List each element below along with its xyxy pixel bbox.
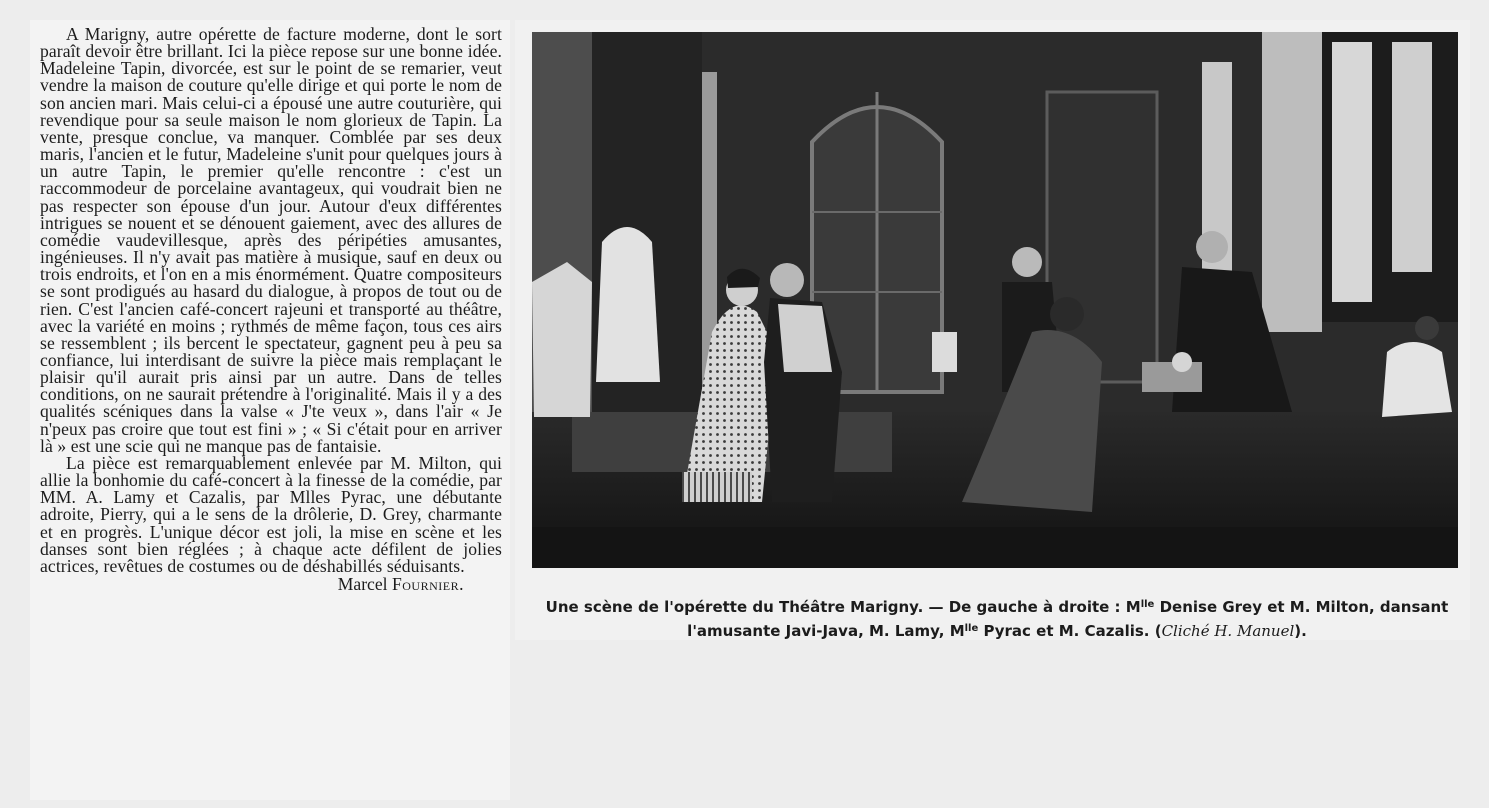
caption-superscript-1: lle bbox=[1140, 599, 1155, 610]
caption-text-end: ). bbox=[1294, 622, 1307, 640]
author-first-name: Marcel bbox=[337, 574, 388, 594]
caption-text-1: Une scène de l'opérette du Théâtre Marigny. — De gauche à droite : M bbox=[545, 598, 1141, 616]
author-last-name: Fournier. bbox=[391, 574, 464, 594]
article-column bbox=[30, 20, 510, 800]
stage-scene-illustration bbox=[532, 32, 1458, 568]
figure bbox=[515, 20, 1470, 640]
caption-text-2: Denise Grey et M. Milton, dansant l'amusante Javi-Java, M. Lamy, M bbox=[687, 598, 1449, 640]
caption-superscript-2: lle bbox=[964, 623, 979, 634]
stage-photograph bbox=[532, 32, 1458, 568]
photo-caption bbox=[537, 594, 1457, 642]
caption-text-3: Pyrac et M. Cazalis. ( bbox=[978, 622, 1162, 640]
photo-credit: Cliché H. Manuel bbox=[1161, 622, 1295, 640]
author-signature bbox=[40, 575, 502, 593]
article-paragraph-1: A Marigny, autre opérette de facture moderne, dont le sort paraît devoir être brillant. Ici la pièce repose sur une bonne idée. Madeleine Tapin, divorcée, est sur le point de se remarier, veut vendre la maison de couture qu'elle dirige et qui porte le nom de son ancien mari. Mais celui-ci a épousé une autre couturière, qui revendique pour sa seule maison le nom glorieux de Tapin. La vente, presque conclue, va manquer. Comblée par ses deux maris, l'ancien et le futur, Madeleine s'unit pour quelques jours à un autre Tapin, le premier qu'elle rencontre : c'est un raccommodeur de porcelaine avantageux, qui voudrait bien ne pas respecter son épouse d'un jour. Autour d'eux différentes intrigues se nouent et se dénouent gaiement, avec des allures de comédie vaudevillesque, après des péripéties amusantes, ingénieuses. Il n'y avait pas matière à musique, sauf en deux ou trois endroits, et l'on en a mis énormément. Quatre compositeurs se sont prodigués au hasard du dialogue, à propos de tout ou de rien. C'est l'ancien café-concert rajeuni et transporté au théâtre, avec la variété en moins ; rythmés de même façon, tous ces airs se ressemblent ; ils bercent le spectateur, gagnent peu à peu sa confiance, lui interdisant de suivre la pièce mais remplaçant le plaisir qu'il aurait pris ainsi par un autre. Dans de telles conditions, on ne saurait prétendre à l'originalité. Mais il y a des qualités scéniques dans la valse « J'te veux », dans l'air « Je n'peux pas croire que tout est fini » ; « Si c'était pour en arriver là » est une scie qui ne manque pas de fantaisie. bbox=[40, 24, 502, 456]
article-paragraph-2: La pièce est remarquablement enlevée par M. Milton, qui allie la bonhomie du café-concert à la finesse de la comédie, par MM. A. Lamy et Cazalis, par Mlles Pyrac, une débutante adroite, Pierry, qui a le sens de la drôlerie, D. Grey, charmante et en progrès. L'unique décor est joli, la mise en scène et les danses sont bien réglées ; à chaque acte défilent de jolies actrices, revêtues de costumes ou de déshabillés séduisants. bbox=[40, 452, 502, 576]
